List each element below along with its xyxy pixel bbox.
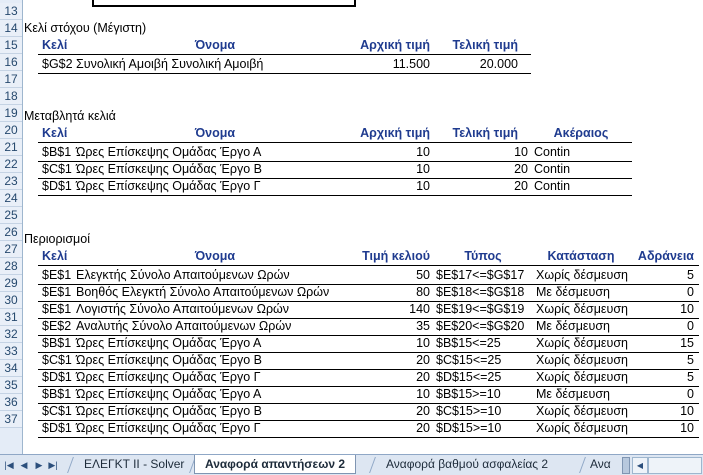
row-number[interactable]: 14 bbox=[0, 20, 22, 37]
constraints-header-rule bbox=[38, 265, 699, 266]
constraint-value[interactable]: 10 bbox=[416, 387, 430, 401]
constraint-name[interactable]: Αναλυτής Σύνολο Απαιτούμενων Ωρών bbox=[76, 319, 292, 333]
constraint-slack[interactable]: 10 bbox=[680, 421, 694, 435]
constraint-value[interactable]: 20 bbox=[416, 421, 430, 435]
variable-cell-ref[interactable]: $D$1 bbox=[42, 179, 72, 193]
horizontal-scrollbar-track[interactable] bbox=[648, 457, 702, 474]
scroll-left-icon[interactable]: ◀ bbox=[632, 457, 648, 474]
constraints-header-slack: Αδράνεια bbox=[637, 249, 694, 263]
selected-cell-border bbox=[92, 0, 356, 7]
constraint-name[interactable]: Ώρες Επίσκεψης Ομάδας Έργο Γ bbox=[76, 370, 261, 384]
row-number[interactable]: 37 bbox=[0, 411, 22, 428]
variable-name[interactable]: Ώρες Επίσκεψης Ομάδας Έργο Α bbox=[76, 145, 262, 159]
next-sheet-icon[interactable]: ▶ bbox=[35, 460, 43, 470]
constraints-header-formula: Τύπος bbox=[464, 249, 502, 263]
constraint-status[interactable]: Χωρίς δέσμευση bbox=[536, 404, 629, 418]
constraint-formula[interactable]: $E$20<=$G$20 bbox=[436, 319, 525, 333]
objective-header-name: Όνομα bbox=[194, 38, 236, 52]
variable-initial[interactable]: 10 bbox=[416, 179, 430, 193]
constraint-cell-ref[interactable]: $D$1 bbox=[42, 421, 72, 435]
row-number[interactable]: 35 bbox=[0, 377, 22, 394]
row-number[interactable]: 18 bbox=[0, 88, 22, 105]
constraint-status[interactable]: Χωρίς δέσμευση bbox=[536, 353, 629, 367]
variables-header-rule bbox=[38, 142, 632, 143]
constraint-status[interactable]: Με δέσμευση bbox=[536, 387, 610, 401]
variables-header-integer: Ακέραιος bbox=[553, 126, 609, 140]
constraint-slack[interactable]: 15 bbox=[680, 336, 694, 350]
constraint-cell-ref[interactable]: $D$1 bbox=[42, 370, 72, 384]
constraint-formula[interactable]: $E$18<=$G$18 bbox=[436, 285, 525, 299]
constraint-slack[interactable]: 0 bbox=[687, 387, 694, 401]
constraint-value[interactable]: 20 bbox=[416, 370, 430, 384]
objective-title: Κελί στόχου (Μέγιστη) bbox=[24, 21, 147, 35]
row-number[interactable]: 15 bbox=[0, 37, 22, 54]
tab-answer-report-2[interactable]: Αναφορά απαντήσεων 2 bbox=[194, 455, 356, 474]
prev-sheet-icon[interactable]: ◀ bbox=[20, 460, 28, 470]
objective-header-final: Τελική τιμή bbox=[452, 38, 518, 52]
constraint-name[interactable]: Ώρες Επίσκεψης Ομάδας Έργο Α bbox=[76, 336, 262, 350]
objective-header-rule bbox=[38, 54, 531, 55]
constraint-status[interactable]: Με δέσμευση bbox=[536, 319, 610, 333]
tab-sensitivity-report-2[interactable]: Αναφορά βαθμού ασφαλείας 2 bbox=[386, 457, 549, 471]
row-number[interactable]: 36 bbox=[0, 394, 22, 411]
constraint-formula[interactable]: $C$15>=10 bbox=[436, 404, 502, 418]
row-number[interactable]: 19 bbox=[0, 105, 22, 122]
variable-integer[interactable]: Contin bbox=[534, 179, 571, 193]
constraint-value[interactable]: 140 bbox=[409, 302, 430, 316]
row-number[interactable]: 33 bbox=[0, 343, 22, 360]
constraint-formula[interactable]: $B$15<=25 bbox=[436, 336, 501, 350]
constraint-cell-ref[interactable]: $B$1 bbox=[42, 387, 72, 401]
tab-solver[interactable]: ΕΛΕΓΚΤ ΙΙ - Solver bbox=[84, 457, 185, 471]
constraint-name[interactable]: Ώρες Επίσκεψης Ομάδας Έργο Α bbox=[76, 387, 262, 401]
row-number[interactable]: 31 bbox=[0, 309, 22, 326]
objective-header-initial: Αρχική τιμή bbox=[360, 38, 430, 52]
objective-initial[interactable]: 11.500 bbox=[392, 57, 430, 71]
objective-bottom-rule bbox=[38, 73, 531, 74]
variable-final[interactable]: 20 bbox=[514, 179, 528, 193]
constraint-status[interactable]: Χωρίς δέσμευση bbox=[536, 336, 629, 350]
constraint-name[interactable]: Ώρες Επίσκεψης Ομάδας Έργο Β bbox=[76, 353, 262, 367]
variable-name[interactable]: Ώρες Επίσκεψης Ομάδας Έργο Β bbox=[76, 162, 262, 176]
constraint-value[interactable]: 80 bbox=[416, 285, 430, 299]
variables-header-cell: Κελί bbox=[42, 126, 68, 140]
row-number[interactable]: 25 bbox=[0, 207, 22, 224]
variables-header-initial: Αρχική τιμή bbox=[360, 126, 430, 140]
constraint-formula[interactable]: $E$19<=$G$19 bbox=[436, 302, 525, 316]
row-number[interactable]: 24 bbox=[0, 190, 22, 207]
constraint-status[interactable]: Χωρίς δέσμευση bbox=[536, 302, 629, 316]
constraint-status[interactable]: Χωρίς δέσμευση bbox=[536, 370, 629, 384]
first-sheet-icon[interactable]: |◀ bbox=[4, 460, 14, 470]
constraints-header-cell: Κελί bbox=[42, 249, 68, 263]
constraint-formula[interactable]: $B$15>=10 bbox=[436, 387, 501, 401]
variables-header-name: Όνομα bbox=[194, 126, 236, 140]
constraint-cell-ref[interactable]: $E$1 bbox=[42, 268, 72, 282]
objective-name[interactable]: Συνολική Αμοιβή Συνολική Αμοιβή bbox=[76, 57, 264, 71]
variable-initial[interactable]: 10 bbox=[416, 145, 430, 159]
row-number[interactable]: 21 bbox=[0, 139, 22, 156]
variable-integer[interactable]: Contin bbox=[534, 145, 571, 159]
row-number[interactable]: 29 bbox=[0, 275, 22, 292]
constraint-formula[interactable]: $D$15>=10 bbox=[436, 421, 502, 435]
constraint-name[interactable]: Ώρες Επίσκεψης Ομάδας Έργο Γ bbox=[76, 421, 261, 435]
row-number[interactable]: 34 bbox=[0, 360, 22, 377]
constraint-status[interactable]: Με δέσμευση bbox=[536, 285, 610, 299]
row-number[interactable]: 27 bbox=[0, 241, 22, 258]
constraint-slack[interactable]: 0 bbox=[687, 285, 694, 299]
row-number[interactable]: 30 bbox=[0, 292, 22, 309]
variables-title: Μεταβλητά κελιά bbox=[24, 109, 116, 123]
variables-header-final: Τελική τιμή bbox=[452, 126, 518, 140]
row-number[interactable]: 26 bbox=[0, 224, 22, 241]
tab-partial[interactable]: Ανα bbox=[590, 457, 611, 471]
constraint-value[interactable]: 20 bbox=[416, 353, 430, 367]
row-number[interactable]: 17 bbox=[0, 71, 22, 88]
constraint-slack[interactable]: 5 bbox=[687, 268, 694, 282]
constraint-name[interactable]: Ώρες Επίσκεψης Ομάδας Έργο Β bbox=[76, 404, 262, 418]
sheet-tab-bar bbox=[0, 454, 703, 475]
constraint-formula[interactable]: $E$17<=$G$17 bbox=[436, 268, 525, 282]
variable-cell-ref[interactable]: $C$1 bbox=[42, 162, 72, 176]
last-sheet-icon[interactable]: ▶| bbox=[48, 460, 58, 470]
variable-initial[interactable]: 10 bbox=[416, 162, 430, 176]
constraint-name[interactable]: Ελεγκτής Σύνολο Απαιτούμενων Ωρών bbox=[76, 268, 290, 282]
constraint-cell-ref[interactable]: $B$1 bbox=[42, 336, 72, 350]
constraint-status[interactable]: Χωρίς δέσμευση bbox=[536, 268, 629, 282]
variable-name[interactable]: Ώρες Επίσκεψης Ομάδας Έργο Γ bbox=[76, 179, 261, 193]
constraint-name[interactable]: Λογιστής Σύνολο Απαιτούμενων Ωρών bbox=[76, 302, 290, 316]
constraint-cell-ref[interactable]: $E$1 bbox=[42, 285, 72, 299]
constraints-header-status: Κατάσταση bbox=[547, 249, 615, 263]
constraint-cell-ref[interactable]: $E$2 bbox=[42, 319, 72, 333]
row-number[interactable]: 28 bbox=[0, 258, 22, 275]
constraint-value[interactable]: 35 bbox=[416, 319, 430, 333]
constraint-row-rule bbox=[38, 437, 699, 438]
constraint-formula[interactable]: $C$15<=25 bbox=[436, 353, 502, 367]
tab-separator bbox=[369, 457, 376, 473]
constraint-cell-ref[interactable]: $E$1 bbox=[42, 302, 72, 316]
tab-separator bbox=[67, 457, 74, 473]
constraint-slack[interactable]: 5 bbox=[687, 353, 694, 367]
constraint-cell-ref[interactable]: $C$1 bbox=[42, 353, 72, 367]
row-number[interactable]: 16 bbox=[0, 54, 22, 71]
variable-integer[interactable]: Contin bbox=[534, 162, 571, 176]
constraints-title: Περιορισμοί bbox=[24, 232, 90, 246]
row-number[interactable]: 32 bbox=[0, 326, 22, 343]
constraint-value[interactable]: 10 bbox=[416, 336, 430, 350]
objective-final[interactable]: 20.000 bbox=[479, 57, 518, 71]
variable-final[interactable]: 20 bbox=[514, 162, 528, 176]
constraint-slack[interactable]: 10 bbox=[680, 302, 694, 316]
variable-final[interactable]: 10 bbox=[514, 145, 528, 159]
constraints-header-value: Τιμή κελιού bbox=[362, 249, 430, 263]
constraint-value[interactable]: 20 bbox=[416, 404, 430, 418]
variable-cell-ref[interactable]: $B$1 bbox=[42, 145, 72, 159]
objective-cell[interactable]: $G$2 bbox=[42, 57, 73, 71]
constraint-slack[interactable]: 5 bbox=[687, 370, 694, 384]
constraint-formula[interactable]: $D$15<=25 bbox=[436, 370, 502, 384]
constraint-status[interactable]: Χωρίς δέσμευση bbox=[536, 421, 629, 435]
row-number[interactable]: 23 bbox=[0, 173, 22, 190]
constraint-slack[interactable]: 0 bbox=[687, 319, 694, 333]
row-number[interactable]: 20 bbox=[0, 122, 22, 139]
constraint-cell-ref[interactable]: $C$1 bbox=[42, 404, 72, 418]
constraint-slack[interactable]: 10 bbox=[680, 404, 694, 418]
variable-row-rule bbox=[38, 195, 632, 196]
constraint-value[interactable]: 50 bbox=[416, 268, 430, 282]
row-number[interactable]: 22 bbox=[0, 156, 22, 173]
constraint-name[interactable]: Βοηθός Ελεγκτή Σύνολο Απαιτούμενων Ωρών bbox=[76, 285, 330, 299]
objective-header-cell: Κελί bbox=[42, 38, 68, 52]
tab-scroll-splitter[interactable] bbox=[622, 457, 630, 474]
constraints-header-name: Όνομα bbox=[194, 249, 236, 263]
row-number[interactable]: 13 bbox=[0, 3, 22, 20]
